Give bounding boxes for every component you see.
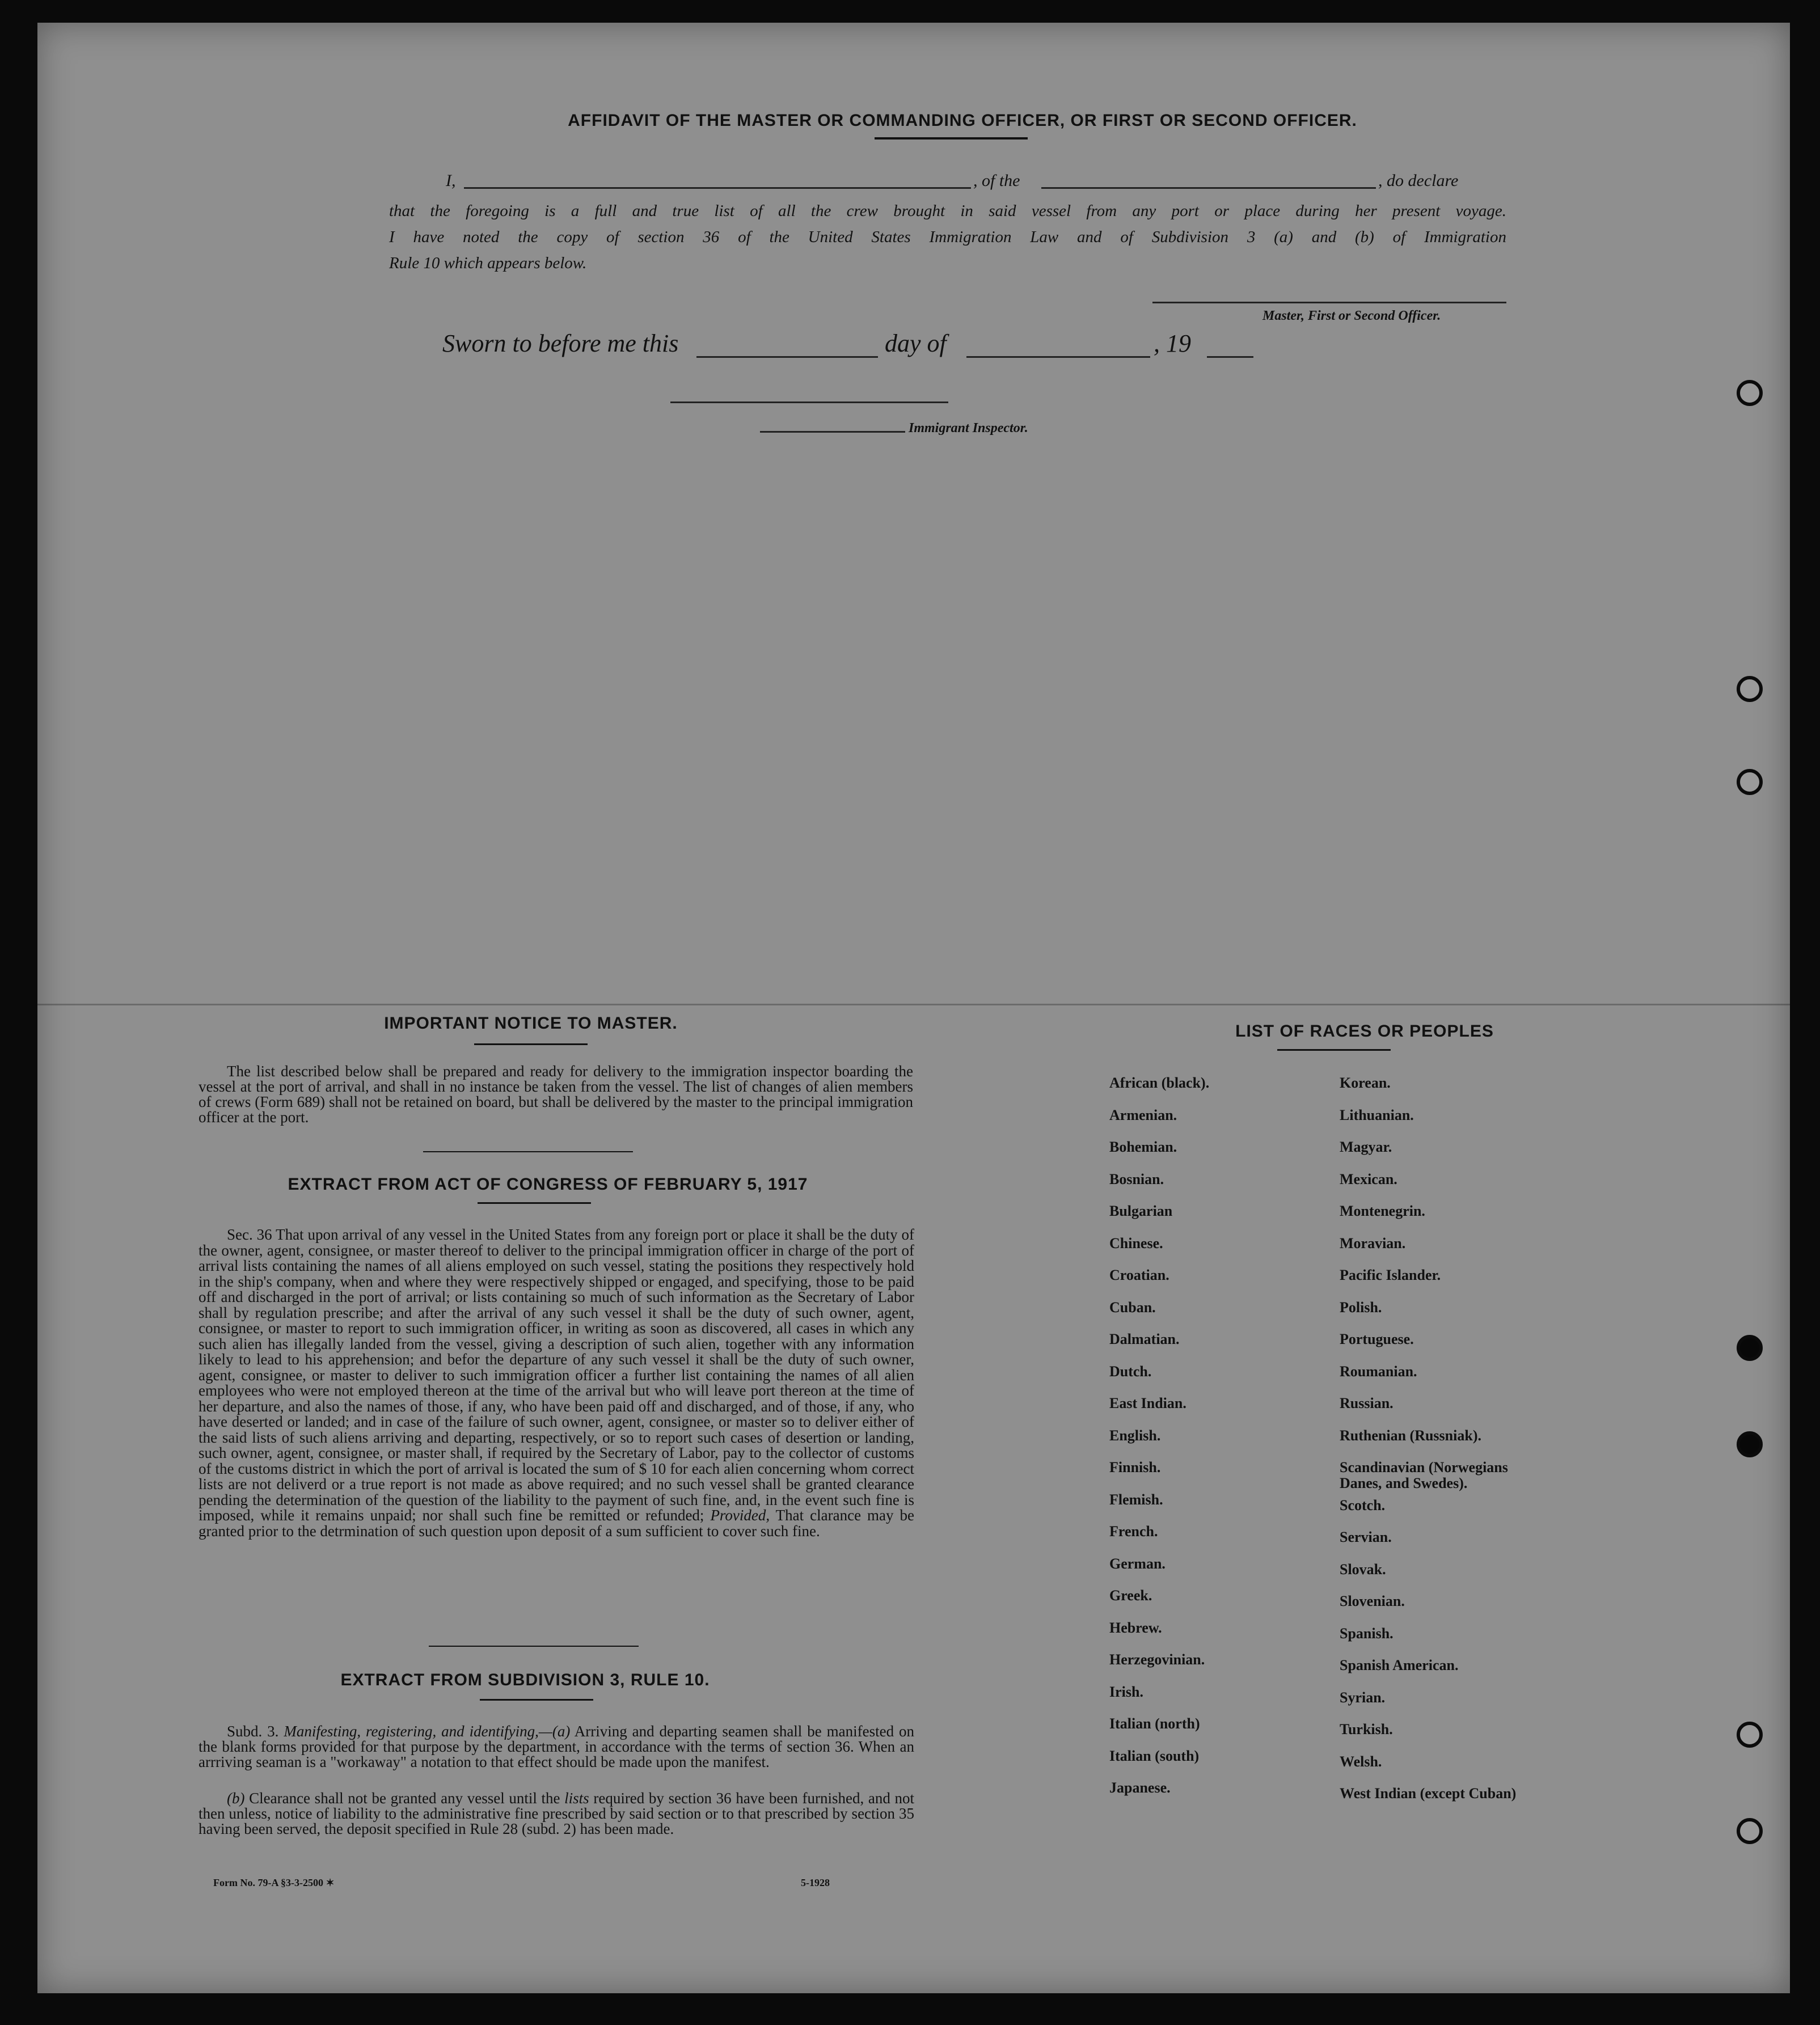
race-entry: Moravian. xyxy=(1340,1235,1406,1252)
race-entry: Dalmatian. xyxy=(1109,1331,1180,1347)
races-title-rule xyxy=(1277,1049,1391,1051)
act-text-tail: That clarance may be granted prior to the detrmination of such question upon deposit of a sum sufficient to cover such fine. xyxy=(199,1507,915,1540)
race-entry: Montenegrin. xyxy=(1340,1203,1425,1219)
rule-subd-b-text2: required by section 36 have been furnished, and not then unless, notice of liability to the administrative fine prescribed by said section or to that prescribed by section 35 having been served, the deposit specified in Rule 28 (subd. 2) has been made. xyxy=(199,1790,915,1837)
race-entry: Ruthenian (Russniak). xyxy=(1340,1427,1481,1444)
fold-line xyxy=(37,1004,1790,1005)
race-entry: Slovenian. xyxy=(1340,1593,1405,1609)
race-entry: Bohemian. xyxy=(1109,1139,1177,1155)
sworn-prefix: Sworn to before me this xyxy=(442,329,679,357)
act-text xyxy=(199,1227,914,1539)
notice-title-rule xyxy=(474,1043,588,1045)
affidavit-line-4: Rule 10 which appears below. xyxy=(389,254,587,272)
act-title-rule xyxy=(478,1202,591,1204)
race-entry: Hebrew. xyxy=(1109,1619,1162,1636)
race-entry: German. xyxy=(1109,1555,1166,1572)
races-title: LIST OF RACES OR PEOPLES xyxy=(1235,1022,1494,1041)
race-entry: Greek. xyxy=(1109,1587,1152,1604)
section-divider-1 xyxy=(423,1151,633,1152)
race-entry: Slovak. xyxy=(1340,1561,1386,1578)
sworn-month-blank[interactable] xyxy=(966,356,1150,358)
rule-subd-b-label: (b) xyxy=(227,1790,245,1807)
race-entry: Magyar. xyxy=(1340,1139,1392,1155)
sworn-day-of-label: day of xyxy=(885,329,947,357)
sworn-line xyxy=(442,329,1270,363)
rule-subd-b xyxy=(199,1791,914,1837)
race-entry: Flemish. xyxy=(1109,1491,1163,1508)
race-entry: East Indian. xyxy=(1109,1395,1186,1411)
form-number: Form No. 79-A §3-3-2500 ✶ xyxy=(213,1877,335,1888)
rule-subd-a-lead: Subd. 3. xyxy=(227,1723,279,1740)
act-title: EXTRACT FROM ACT OF CONGRESS OF FEBRUARY 5, 1917 xyxy=(288,1175,808,1194)
race-entry: Polish. xyxy=(1340,1299,1382,1316)
rule-title-rule xyxy=(480,1699,593,1701)
binding-hole xyxy=(1737,676,1763,702)
rule-title: EXTRACT FROM SUBDIVISION 3, RULE 10. xyxy=(340,1671,710,1689)
race-entry: Roumanian. xyxy=(1340,1363,1417,1380)
sworn-day-blank[interactable] xyxy=(696,356,878,358)
rule-subd-a-text: Arriving and departing seamen shall be manifested on the blank forms provided for that purpose by the department, in accordance with the terms of section 36. When an arrriving seaman is a "workaway" a notation to that effect should be made upon the manifest. xyxy=(199,1723,914,1770)
race-entry: West Indian (except Cuban) xyxy=(1340,1785,1517,1802)
binding-hole xyxy=(1737,1722,1763,1748)
race-entry: Japanese. xyxy=(1109,1779,1171,1796)
race-entry: Chinese. xyxy=(1109,1235,1163,1252)
race-entry: Syrian. xyxy=(1340,1689,1386,1706)
race-entry: Bulgarian xyxy=(1109,1203,1173,1219)
race-entry: Turkish. xyxy=(1340,1721,1393,1737)
rule-subd-b-text1: Clearance shall not be granted any vessel until the xyxy=(249,1790,560,1807)
race-entry: Armenian. xyxy=(1109,1106,1177,1123)
race-entry: Bosnian. xyxy=(1109,1170,1164,1187)
rule-subd-a xyxy=(199,1724,914,1770)
officer-signature-blank[interactable] xyxy=(1152,302,1506,303)
race-entry: African (black). xyxy=(1109,1075,1210,1091)
race-entry: Korean. xyxy=(1340,1075,1391,1091)
race-entry: Irish. xyxy=(1109,1683,1143,1700)
binding-hole xyxy=(1737,769,1763,795)
binding-hole xyxy=(1737,1335,1763,1361)
notice-title: IMPORTANT NOTICE TO MASTER. xyxy=(384,1014,678,1033)
race-entry: Italian (south) xyxy=(1109,1747,1200,1764)
race-entry: Welsh. xyxy=(1340,1753,1382,1770)
notice-text: The list described below shall be prepared and ready for delivery to the immigration inspector boarding the vessel at the port of arrival, and shall in no instance be taken from the vessel. The list of changes of alien members of crews (Form 689) shall not be retained on board, but shall be delivered by the master to the principal immigration officer at the port. xyxy=(199,1063,913,1126)
race-entry: Croatian. xyxy=(1109,1267,1169,1283)
race-entry: Servian. xyxy=(1340,1529,1392,1545)
race-entry: Mexican. xyxy=(1340,1170,1397,1187)
race-entry: Scandinavian (Norwegians Danes, and Swedes). xyxy=(1340,1459,1508,1491)
race-entry: Russian. xyxy=(1340,1395,1393,1411)
affidavit-line-2: that the foregoing is a full and true list of all the crew brought in said vessel from any port or place during her present voyage. xyxy=(389,202,1506,220)
affidavit-i-label: I, xyxy=(446,171,456,190)
race-entry: English. xyxy=(1109,1427,1161,1444)
affidavit-declaration-line xyxy=(446,171,1512,192)
act-text-lead: Sec. 36 That upon arrival of any vessel in the United States from any foreign port or place it shall be the duty of the owner, agent, consignee, or master thereof to deliver to the principal immigration officer in charge of the port of arrival lists containing the names of all aliens employed on such vessel, stating the positions they respectively hold in the ship's company, when and where they were respectively shipped or engaged, and specifying, those to be paid off and discharged in the port of arrival; or lists containing so much of such information as the Secretary of Labor shall by regulation prescribe; and after the arrival of any such vessel it shall be the duty of such owner, agent, consignee, or master to report to such immigration officer, in writing as soon as discovered, all cases in which any such alien has illegally landed from the vessel, giving a description of such alien, together with any information likely to lead to his apprehension; and befor the departure of any such vessel it shall be the duty of such owner, agent, consignee, or master to deliver to such immigration officer a further list containing the names of all alien employees who were not employed thereon at the time of the arrival but who will leave port thereon at the time of her departure, and also the names of those, if any, who have been paid off and discharged, and of those, if any, who have deserted or landed; and in case of the failure of such owner, agent, consignee, or master so to deliver either of the said lists of such aliens arriving and departing, respectively, or so to report such cases of desertion or landing, such owner, agent, consignee, or master shall, if required by the Secretary of Labor, pay to the collector of customs of the customs district in which the port of arrival is located the sum of $ 10 for each alien concerning whom correct lists are not deliverd or a true report is not made as above required; and no such vessel shall be granted clearance pending the determination of the question of the liability to the payment of such fine, and, in the event such fine is imposed, while it remains unpaid; nor shall such fine be remitted or refunded; xyxy=(199,1226,914,1524)
section-divider-2 xyxy=(429,1646,639,1647)
race-entry: Spanish American. xyxy=(1340,1657,1459,1673)
race-entry: Lithuanian. xyxy=(1340,1106,1414,1123)
affidavit-title: AFFIDAVIT OF THE MASTER OR COMMANDING OFFICER, OR FIRST OR SECOND OFFICER. xyxy=(568,111,1357,130)
binding-hole xyxy=(1737,1431,1763,1457)
form-date-code: 5-1928 xyxy=(801,1877,830,1888)
officer-name-blank[interactable] xyxy=(464,187,971,189)
affidavit-line-3: I have noted the copy of section 36 of the United States Immigration Law and of Subdivision 3 (a) and (b) of Immigration xyxy=(389,228,1506,246)
document-sheet xyxy=(37,23,1790,1993)
affidavit-do-declare-label: , do declare xyxy=(1378,171,1459,190)
race-entry: Scotch. xyxy=(1340,1496,1386,1514)
affidavit-title-rule xyxy=(875,137,1028,139)
rule-subd-b-italic: lists xyxy=(564,1790,589,1807)
binding-hole xyxy=(1737,1818,1763,1844)
sworn-year-label: , 19 xyxy=(1154,329,1191,357)
rule-subd-a-italic: Manifesting, registering, and identifying,—(a) xyxy=(284,1723,571,1740)
race-entry: Portuguese. xyxy=(1340,1331,1414,1347)
inspector-label: Immigrant Inspector. xyxy=(909,421,1028,436)
race-entry: Pacific Islander. xyxy=(1340,1267,1441,1283)
race-entry: Cuban. xyxy=(1109,1299,1156,1316)
race-entry: Dutch. xyxy=(1109,1363,1152,1380)
inspector-label-leader xyxy=(760,431,905,433)
officer-signature-label: Master, First or Second Officer. xyxy=(1262,308,1441,323)
binding-hole xyxy=(1737,380,1763,406)
race-entry: French. xyxy=(1109,1523,1158,1540)
race-entry: Spanish. xyxy=(1340,1625,1393,1642)
race-entry: Herzegovinian. xyxy=(1109,1651,1205,1668)
vessel-name-blank[interactable] xyxy=(1041,187,1376,189)
act-text-provided: Provided, xyxy=(710,1507,770,1524)
sworn-year-blank[interactable] xyxy=(1207,356,1253,358)
inspector-signature-blank[interactable] xyxy=(670,401,948,403)
race-entry: Italian (north) xyxy=(1109,1715,1200,1732)
affidavit-of-the-label: , of the xyxy=(973,171,1020,190)
race-entry: Finnish. xyxy=(1109,1459,1161,1476)
